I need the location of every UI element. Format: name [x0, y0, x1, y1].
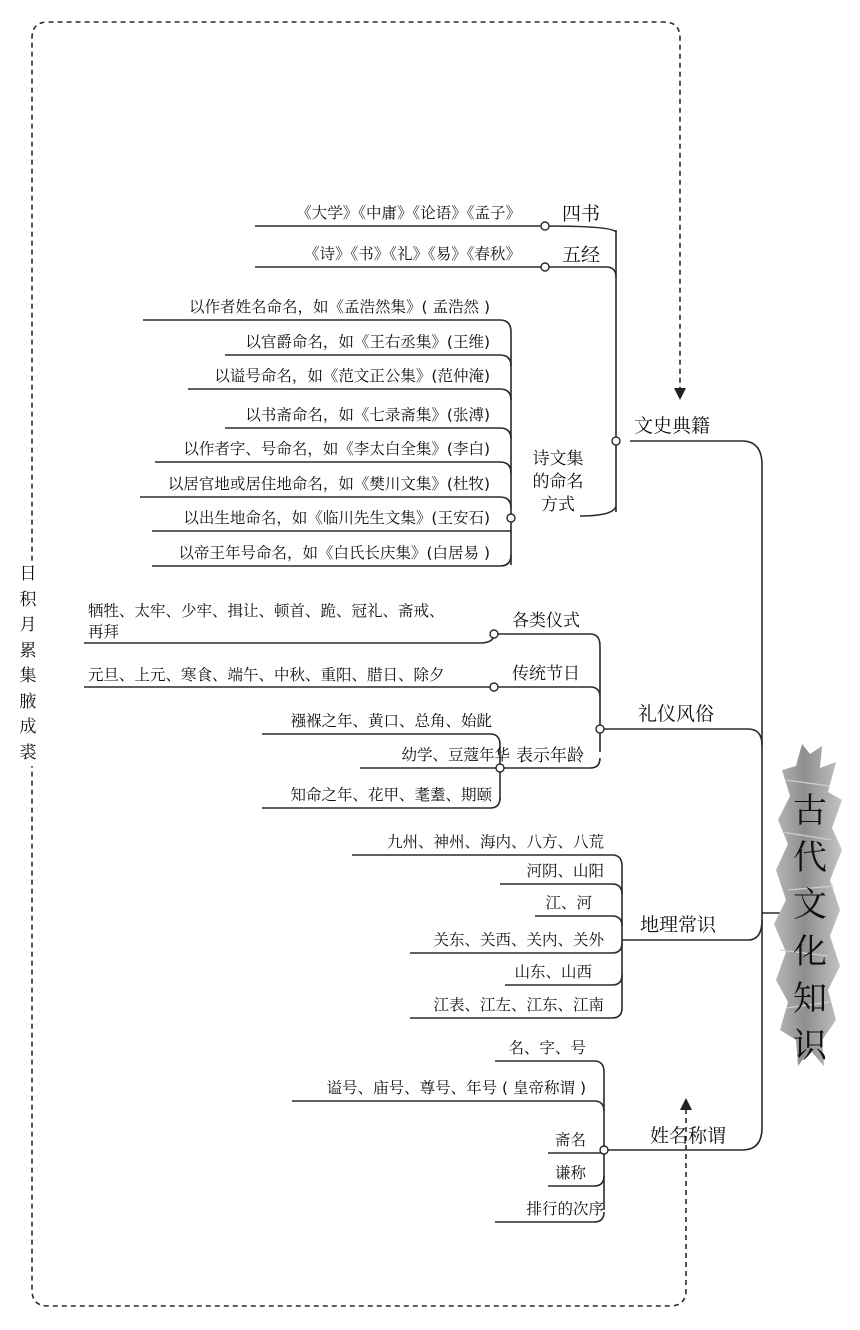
xingming-item-1: 谥号、庙号、尊号、年号 ( 皇帝称谓 ) — [326, 1079, 586, 1097]
spine-dili — [732, 920, 762, 940]
dili-item-0: 九州、神州、海内、八方、八荒 — [386, 833, 604, 851]
node-dot-wenshi — [612, 437, 620, 445]
loop-arrow-up — [680, 1098, 692, 1110]
wujing-label: 五经 — [562, 244, 601, 266]
branch-label-dili: 地理常识 — [640, 914, 717, 936]
dili-item-2: 江、河 — [545, 894, 592, 912]
side-label: 日积月累集腋成裘 — [14, 562, 42, 766]
node-dot-jieri — [490, 683, 498, 691]
sishu-content: 《大学》《中庸》《论语》《孟子》 — [296, 204, 521, 222]
root-node — [772, 740, 844, 1070]
wujing-underline — [545, 267, 616, 277]
yishi-content-line1: 牺牲、太牢、少牢、揖让、顿首、跪、冠礼、斋戒、 — [88, 602, 445, 620]
naming-item-6: 以出生地命名，如《临川先生文集》(王安石) — [183, 509, 490, 527]
naming-label: 诗文集的命名方式 — [532, 449, 584, 515]
branch-label-liyi: 礼仪风俗 — [638, 703, 715, 725]
dili-item-1: 河阴、山阳 — [526, 862, 604, 880]
node-dot-nianling — [496, 764, 504, 772]
naming-item-5: 以居官地或居住地命名，如《樊川文集》(杜牧) — [167, 475, 490, 493]
yishi-underline — [494, 634, 600, 646]
root-title: 古代文化知识 — [793, 791, 827, 1066]
jieri-label: 传统节日 — [512, 664, 580, 684]
nianling-leaf-0 — [262, 734, 500, 745]
branch-label-wenshi: 文史典籍 — [634, 415, 711, 437]
naming-item-7: 以帝王年号命名，如《白氏长庆集》(白居易 ) — [178, 544, 490, 562]
node-dot-xingming — [600, 1146, 608, 1154]
node-dot-sishu — [541, 222, 549, 230]
spine-liyi — [738, 729, 762, 745]
naming-leaf-1 — [225, 355, 511, 366]
naming-item-1: 以官爵命名，如《王右丞集》(王维) — [245, 333, 490, 351]
xingming-leaf-0 — [495, 1061, 604, 1072]
dili-item-5: 江表、江左、江东、江南 — [433, 996, 604, 1014]
naming-leaf-5 — [140, 497, 511, 508]
naming-item-4: 以作者字、号命名，如《李太白全集》(李白) — [183, 440, 490, 458]
node-dot-yishi — [490, 630, 498, 638]
xingming-leaf-1 — [292, 1101, 604, 1111]
node-dot-wujing — [541, 263, 549, 271]
spine-xingming — [742, 905, 762, 1150]
branch-label-xingming: 姓名称谓 — [650, 1125, 727, 1147]
loop-arrow-down — [674, 388, 686, 400]
sishu-label: 四书 — [562, 203, 601, 225]
yishi-content-line2: 再拜 — [88, 623, 120, 641]
naming-item-3: 以书斋命名，如《七录斋集》(张溥) — [245, 406, 490, 424]
nianling-item-2: 知命之年、花甲、耄耋、期颐 — [290, 786, 492, 804]
jieri-content: 元旦、上元、寒食、端午、中秋、重阳、腊日、除夕 — [88, 666, 445, 684]
yishi-leaf — [84, 634, 494, 643]
naming-leaf-4 — [155, 462, 511, 473]
nianling-item-0: 襁褓之年、黄口、总角、始龀 — [290, 712, 492, 730]
node-dot-liyi — [596, 725, 604, 733]
xingming-item-4: 排行的次序 — [526, 1200, 604, 1218]
naming-leaf-2 — [188, 389, 511, 400]
yishi-label: 各类仪式 — [512, 611, 580, 631]
dili-item-4: 山东、山西 — [514, 963, 592, 981]
jieri-underline — [494, 687, 600, 697]
xingming-item-3: 谦称 — [554, 1164, 586, 1182]
naming-item-0: 以作者姓名命名，如《孟浩然集》( 孟浩然 ) — [189, 298, 490, 316]
sishu-underline — [545, 226, 616, 232]
xingming-item-0: 名、字、号 — [508, 1039, 586, 1057]
wujing-content: 《诗》《书》《礼》《易》《春秋》 — [303, 245, 521, 263]
xingming-item-2: 斋名 — [554, 1131, 586, 1149]
dili-item-3: 关东、关西、关内、关外 — [433, 931, 604, 949]
nianling-item-1: 幼学、豆蔻年华 — [401, 746, 510, 764]
naming-item-2: 以谥号命名，如《范文正公集》(范仲淹) — [214, 367, 490, 385]
nianling-label: 表示年龄 — [516, 746, 584, 766]
naming-leaf-3 — [225, 428, 511, 439]
node-dot-naming — [507, 514, 515, 522]
spine-wenshi — [742, 441, 762, 905]
dili-leaf-2 — [535, 916, 622, 926]
